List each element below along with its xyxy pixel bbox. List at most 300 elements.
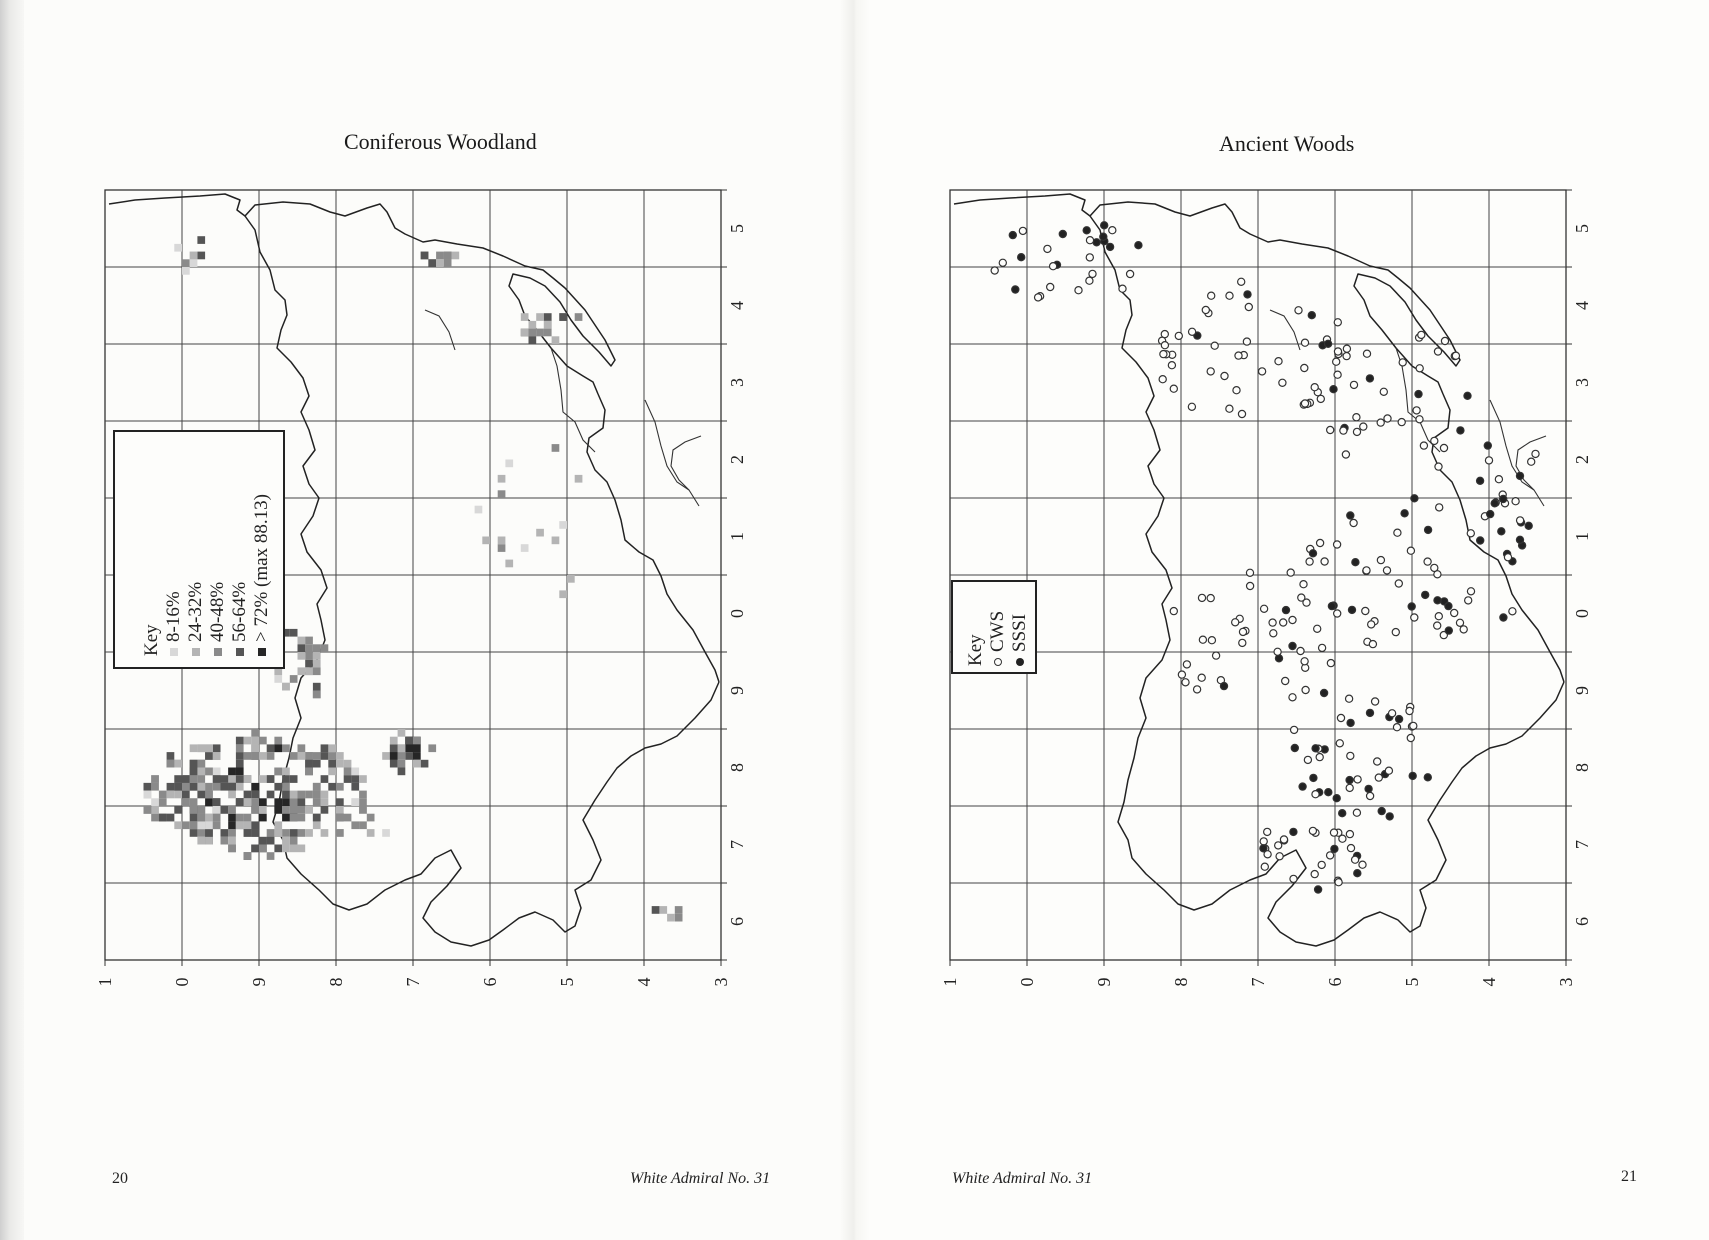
- density-square: [413, 744, 421, 752]
- page-number: 20: [112, 1170, 128, 1187]
- density-square: [675, 914, 683, 922]
- density-square: [267, 744, 275, 752]
- sssi-site: [1346, 777, 1353, 784]
- cws-site: [1246, 569, 1253, 576]
- cws-site: [1347, 845, 1354, 852]
- right-tick-label: 4: [727, 301, 747, 310]
- density-square: [559, 521, 567, 529]
- cws-site: [1282, 677, 1289, 684]
- woodland-sites: [991, 222, 1539, 893]
- sssi-site: [1386, 813, 1393, 820]
- sssi-site: [1312, 745, 1319, 752]
- density-square: [251, 791, 259, 799]
- density-square: [659, 906, 667, 914]
- density-square: [259, 845, 267, 853]
- key-heading: Key: [141, 624, 162, 656]
- sssi-site: [1525, 522, 1532, 529]
- density-square: [190, 783, 198, 791]
- density-square: [221, 829, 229, 837]
- county-boundary: [1090, 216, 1564, 946]
- cws-site: [1353, 414, 1360, 421]
- density-square: [221, 775, 229, 783]
- density-square: [182, 783, 190, 791]
- cws-site: [1211, 342, 1218, 349]
- density-square: [228, 806, 236, 814]
- density-square: [259, 814, 267, 822]
- right-tick-label: 1: [727, 532, 747, 541]
- density-square: [298, 814, 306, 822]
- density-square: [282, 783, 290, 791]
- density-square: [144, 806, 152, 814]
- density-square: [305, 829, 313, 837]
- right-tick-label: 8: [727, 763, 747, 772]
- sssi-site: [1059, 230, 1066, 237]
- density-square: [428, 744, 436, 752]
- density-square: [351, 775, 359, 783]
- density-square: [205, 798, 213, 806]
- cws-site: [1431, 564, 1438, 571]
- cws-site: [1435, 463, 1442, 470]
- cws-site: [1317, 539, 1324, 546]
- density-square: [321, 829, 329, 837]
- density-square: [675, 906, 683, 914]
- cws-site: [1337, 714, 1344, 721]
- density-square: [452, 252, 460, 260]
- cws-site: [1319, 644, 1326, 651]
- density-square: [567, 575, 575, 583]
- density-square: [205, 783, 213, 791]
- density-square: [336, 760, 344, 768]
- sssi-site: [1220, 683, 1227, 690]
- density-square: [290, 837, 298, 845]
- right-tick-label: 5: [727, 224, 747, 233]
- density-square: [274, 783, 282, 791]
- density-square: [421, 252, 429, 260]
- cws-site: [1089, 270, 1096, 277]
- density-square: [321, 744, 329, 752]
- density-square: [282, 768, 290, 776]
- density-square: [274, 806, 282, 814]
- cws-site: [1198, 594, 1205, 601]
- sssi-site: [1347, 719, 1354, 726]
- density-square: [328, 760, 336, 768]
- bottom-tick-label: 7: [403, 977, 423, 987]
- density-square: [305, 791, 313, 799]
- sssi-site: [1396, 716, 1403, 723]
- density-square: [251, 737, 259, 745]
- cws-site: [1347, 752, 1354, 759]
- density-square: [290, 629, 298, 637]
- cws-site: [1301, 339, 1308, 346]
- density-square: [367, 829, 375, 837]
- density-square: [213, 821, 221, 829]
- density-square: [236, 737, 244, 745]
- sssi-site: [1365, 785, 1372, 792]
- density-square: [251, 821, 259, 829]
- density-square: [405, 744, 413, 752]
- sssi-site: [1408, 603, 1415, 610]
- density-square: [328, 744, 336, 752]
- density-square: [267, 852, 275, 860]
- density-square: [290, 814, 298, 822]
- density-square: [282, 837, 290, 845]
- bottom-tick-label: 0: [172, 977, 192, 987]
- density-square: [274, 675, 282, 683]
- density-square: [305, 644, 313, 652]
- density-square: [259, 737, 267, 745]
- cws-site: [1280, 836, 1287, 843]
- cws-site: [1289, 694, 1296, 701]
- cws-site: [1377, 419, 1384, 426]
- cws-site: [1334, 348, 1341, 355]
- key-item-cws: CWS: [987, 611, 1009, 666]
- cws-site: [1188, 403, 1195, 410]
- sssi-site: [1290, 828, 1297, 835]
- density-square: [444, 259, 452, 267]
- density-square: [274, 798, 282, 806]
- cws-site: [1119, 285, 1126, 292]
- density-square: [505, 560, 513, 568]
- density-square: [321, 798, 329, 806]
- density-square: [205, 744, 213, 752]
- cws-site: [1233, 387, 1240, 394]
- density-square: [236, 798, 244, 806]
- density-square: [313, 791, 321, 799]
- density-square: [205, 791, 213, 799]
- density-square: [190, 760, 198, 768]
- sssi-site: [1282, 607, 1289, 614]
- right-tick-label: 7: [727, 840, 747, 849]
- cws-site: [1353, 428, 1360, 435]
- cws-site: [1198, 674, 1205, 681]
- sssi-site: [1500, 495, 1507, 502]
- density-square: [197, 236, 205, 244]
- key-item-56-64: 56-64%: [229, 494, 251, 656]
- density-square: [197, 768, 205, 776]
- density-square: [190, 829, 198, 837]
- right-tick-label: 2: [1572, 455, 1592, 464]
- density-square: [290, 752, 298, 760]
- density-square: [282, 791, 290, 799]
- cws-site: [1202, 306, 1209, 313]
- cws-site: [1452, 352, 1459, 359]
- density-square: [575, 313, 583, 321]
- cws-site: [1170, 385, 1177, 392]
- bottom-tick-label: 5: [557, 977, 577, 987]
- cws-site: [1406, 707, 1413, 714]
- sssi-site: [1135, 242, 1142, 249]
- right-tick-label: 2: [727, 455, 747, 464]
- sssi-site: [1289, 642, 1296, 649]
- density-square: [536, 313, 544, 321]
- density-square: [359, 791, 367, 799]
- density-square: [305, 660, 313, 668]
- density-square: [228, 837, 236, 845]
- sssi-site: [1315, 886, 1322, 893]
- cws-site: [1247, 582, 1254, 589]
- density-square: [421, 760, 429, 768]
- cws-site: [1512, 498, 1519, 505]
- density-square: [197, 252, 205, 260]
- density-square: [398, 768, 406, 776]
- density-square: [151, 775, 159, 783]
- density-square: [197, 760, 205, 768]
- bottom-tick-label: 9: [1094, 977, 1114, 987]
- cws-site: [1238, 410, 1245, 417]
- density-square: [151, 798, 159, 806]
- density-square: [552, 444, 560, 452]
- page-number: 21: [1621, 1168, 1637, 1185]
- sssi-site: [1309, 550, 1316, 557]
- density-square: [182, 798, 190, 806]
- cws-site: [1360, 423, 1367, 430]
- density-square: [290, 775, 298, 783]
- density-square: [313, 760, 321, 768]
- density-square: [298, 744, 306, 752]
- left-page: [0, 0, 854, 1240]
- cws-site: [1170, 608, 1177, 615]
- density-square: [298, 798, 306, 806]
- density-square: [274, 821, 282, 829]
- density-square: [321, 791, 329, 799]
- cws-site: [1504, 554, 1511, 561]
- density-square: [413, 752, 421, 760]
- cws-site: [1207, 368, 1214, 375]
- cws-site: [1287, 569, 1294, 576]
- cws-site: [1276, 853, 1283, 860]
- density-square: [205, 821, 213, 829]
- density-square: [351, 821, 359, 829]
- cws-site: [1290, 875, 1297, 882]
- density-square: [305, 806, 313, 814]
- sssi-site: [1083, 227, 1090, 234]
- density-square: [228, 829, 236, 837]
- density-square: [305, 652, 313, 660]
- density-square: [182, 267, 190, 275]
- right-tick-label: 9: [1572, 686, 1592, 695]
- cws-site: [1301, 364, 1308, 371]
- sssi-site: [1500, 614, 1507, 621]
- density-square: [498, 537, 506, 545]
- density-square: [213, 775, 221, 783]
- density-square: [197, 791, 205, 799]
- cws-site: [1451, 609, 1458, 616]
- density-square: [552, 537, 560, 545]
- cws-site: [1327, 852, 1334, 859]
- density-square: [351, 798, 359, 806]
- density-square: [282, 806, 290, 814]
- cws-site: [1532, 450, 1539, 457]
- density-square: [498, 490, 506, 498]
- cws-site: [1330, 829, 1337, 836]
- cws-site: [1239, 628, 1246, 635]
- density-square: [274, 744, 282, 752]
- density-square: [274, 737, 282, 745]
- cws-site: [1395, 580, 1402, 587]
- cws-site: [1226, 292, 1233, 299]
- density-square: [267, 837, 275, 845]
- density-square: [313, 752, 321, 760]
- cws-site: [1301, 400, 1308, 407]
- density-square: [413, 760, 421, 768]
- density-square: [282, 845, 290, 853]
- density-square: [290, 675, 298, 683]
- density-square: [298, 644, 306, 652]
- cws-site: [1384, 415, 1391, 422]
- density-square: [282, 683, 290, 691]
- cws-site: [1259, 368, 1266, 375]
- cws-site: [1050, 263, 1057, 270]
- cws-site: [1304, 756, 1311, 763]
- density-square: [190, 806, 198, 814]
- density-square: [228, 821, 236, 829]
- density-square: [236, 814, 244, 822]
- density-square: [436, 252, 444, 260]
- cws-site: [1295, 307, 1302, 314]
- cws-site: [1398, 419, 1405, 426]
- cws-site: [1306, 558, 1313, 565]
- density-square: [205, 814, 213, 822]
- density-square: [344, 760, 352, 768]
- density-square: [498, 544, 506, 552]
- right-tick-label: 5: [1572, 224, 1592, 233]
- density-square: [197, 814, 205, 822]
- sssi-site: [1409, 772, 1416, 779]
- cws-site: [1340, 427, 1347, 434]
- bottom-tick-label: 6: [480, 977, 500, 987]
- cws-site: [1411, 614, 1418, 621]
- density-square: [298, 845, 306, 853]
- density-square: [282, 829, 290, 837]
- sssi-site: [1352, 559, 1359, 566]
- density-square: [205, 752, 213, 760]
- cws-site: [1208, 637, 1215, 644]
- sssi-site: [1310, 774, 1317, 781]
- cws-site: [1269, 619, 1276, 626]
- density-square: [529, 329, 537, 337]
- key-item-8-16: 8-16%: [163, 494, 185, 656]
- sssi-site: [1308, 312, 1315, 319]
- cws-site: [1300, 581, 1307, 588]
- density-square: [182, 259, 190, 267]
- density-square: [174, 775, 182, 783]
- cws-site: [1335, 879, 1342, 886]
- cws-site: [1440, 444, 1447, 451]
- cws-site: [1311, 384, 1318, 391]
- density-square: [244, 829, 252, 837]
- density-square: [259, 752, 267, 760]
- right-tick-label: 0: [1572, 609, 1592, 618]
- density-square: [428, 259, 436, 267]
- cws-site: [1343, 353, 1350, 360]
- density-square: [398, 760, 406, 768]
- cws-site: [1485, 457, 1492, 464]
- cws-site: [1416, 416, 1423, 423]
- density-square: [505, 460, 513, 468]
- sssi-site: [1425, 526, 1432, 533]
- cws-site: [1368, 621, 1375, 628]
- cws-site: [1434, 348, 1441, 355]
- density-square: [251, 798, 259, 806]
- density-square: [144, 783, 152, 791]
- density-square: [236, 744, 244, 752]
- cws-site: [1465, 597, 1472, 604]
- density-square: [344, 768, 352, 776]
- density-square: [290, 829, 298, 837]
- density-square: [529, 336, 537, 344]
- density-square: [667, 914, 675, 922]
- sssi-site: [1331, 845, 1338, 852]
- density-square: [436, 259, 444, 267]
- bottom-tick-label: 5: [1402, 977, 1422, 987]
- cws-site: [1460, 626, 1467, 633]
- key-heading: Key: [965, 634, 986, 666]
- density-square: [190, 259, 198, 267]
- cws-site: [1161, 342, 1168, 349]
- density-square: [244, 752, 252, 760]
- sssi-site: [1325, 340, 1332, 347]
- sssi-site: [1354, 870, 1361, 877]
- sssi-site: [1100, 233, 1107, 240]
- density-square: [182, 791, 190, 799]
- density-square: [236, 821, 244, 829]
- density-square: [190, 814, 198, 822]
- density-square: [244, 821, 252, 829]
- right-tick-label: 6: [1572, 917, 1592, 926]
- density-square: [228, 791, 236, 799]
- cws-site: [1334, 319, 1341, 326]
- density-square: [197, 775, 205, 783]
- sssi-site: [1401, 510, 1408, 517]
- cws-site: [1528, 458, 1535, 465]
- sssi-site: [1378, 808, 1385, 815]
- density-square: [174, 791, 182, 799]
- cws-site: [1274, 648, 1281, 655]
- cws-site: [1359, 861, 1366, 868]
- density-square: [151, 806, 159, 814]
- density-square: [221, 783, 229, 791]
- river: [551, 348, 595, 452]
- density-square: [344, 814, 352, 822]
- sssi-site: [1498, 528, 1505, 535]
- density-square: [298, 667, 306, 675]
- density-square: [328, 768, 336, 776]
- cws-site: [1517, 517, 1524, 524]
- density-square: [482, 537, 490, 545]
- density-square: [182, 775, 190, 783]
- density-square: [205, 768, 213, 776]
- density-square: [251, 806, 259, 814]
- sssi-site: [1018, 254, 1025, 261]
- density-square: [336, 814, 344, 822]
- sssi-site: [1299, 783, 1306, 790]
- sssi-site: [1101, 222, 1108, 229]
- density-square: [313, 683, 321, 691]
- cws-site: [1399, 359, 1406, 366]
- cws-site: [1363, 567, 1370, 574]
- right-tick-label: 3: [727, 378, 747, 387]
- cws-site: [1369, 641, 1376, 648]
- bottom-tick-label: 1: [940, 977, 960, 987]
- cws-site: [1035, 294, 1042, 301]
- density-square: [197, 744, 205, 752]
- cws-site: [1309, 827, 1316, 834]
- density-square: [290, 806, 298, 814]
- density-square: [221, 806, 229, 814]
- density-square: [197, 821, 205, 829]
- density-square: [236, 783, 244, 791]
- map-key: [951, 580, 1037, 674]
